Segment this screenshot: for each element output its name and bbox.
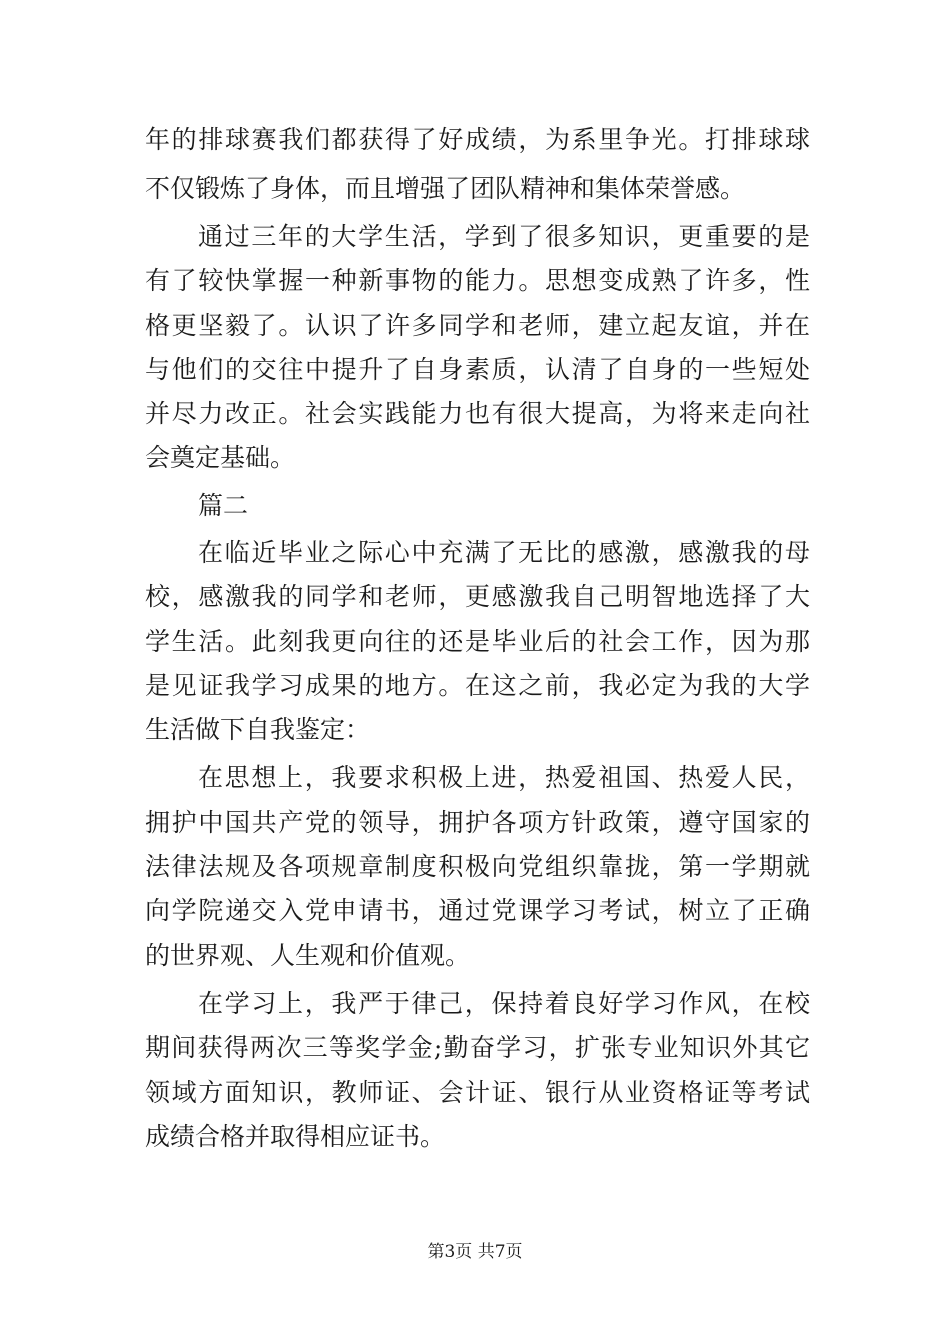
paragraph-line: 通过三年的大学生活，学到了很多知识，更重要的是	[198, 222, 810, 251]
paragraph-line: 有了较快掌握一种新事物的能力。思想变成熟了许多，性	[145, 266, 810, 295]
paragraph-line: 在思想上，我要求积极上进，热爱祖国、热爱人民，	[198, 763, 810, 792]
paragraph-line: 校，感激我的同学和老师，更感激我自己明智地选择了大	[145, 582, 810, 611]
paragraph-line: 年的排球赛我们都获得了好成绩，为系里争光。打排球球	[145, 125, 810, 154]
paragraph-line: 是见证我学习成果的地方。在这之前，我必定为我的大学	[145, 671, 810, 700]
paragraph-line: 向学院递交入党申请书，通过党课学习考试，树立了正确	[145, 896, 810, 925]
paragraph-line: 并尽力改正。社会实践能力也有很大提高，为将来走向社	[145, 399, 810, 428]
paragraph-line: 生活做下自我鉴定：	[145, 715, 371, 744]
paragraph-line: 学生活。此刻我更向往的还是毕业后的社会工作，因为那	[145, 627, 810, 656]
paragraph-line: 在临近毕业之际心中充满了无比的感激，感激我的母	[198, 538, 810, 567]
paragraph-line: 格更坚毅了。认识了许多同学和老师，建立起友谊，并在	[145, 311, 810, 340]
section-heading: 篇二	[198, 491, 249, 520]
paragraph-line: 不仅锻炼了身体，而且增强了团队精神和集体荣誉感。	[145, 174, 746, 203]
paragraph-line: 在学习上，我严于律己，保持着良好学习作风，在校	[198, 989, 810, 1018]
paragraph-line: 与他们的交往中提升了自身素质，认清了自身的一些短处	[145, 355, 810, 384]
paragraph-line: 期间获得两次三等奖学金;勤奋学习，扩张专业知识外其它	[145, 1033, 810, 1062]
paragraph-line: 会奠定基础。	[145, 443, 296, 472]
paragraph-line: 领域方面知识，教师证、会计证、银行从业资格证等考试	[145, 1078, 810, 1107]
page-number-footer: 第3页 共7页	[427, 1242, 523, 1262]
paragraph-line: 拥护中国共产党的领导，拥护各项方针政策，遵守国家的	[145, 808, 810, 837]
paragraph-line: 的世界观、人生观和价值观。	[145, 941, 471, 970]
paragraph-line: 法律法规及各项规章制度积极向党组织靠拢，第一学期就	[145, 852, 810, 881]
paragraph-line: 成绩合格并取得相应证书。	[145, 1122, 446, 1151]
